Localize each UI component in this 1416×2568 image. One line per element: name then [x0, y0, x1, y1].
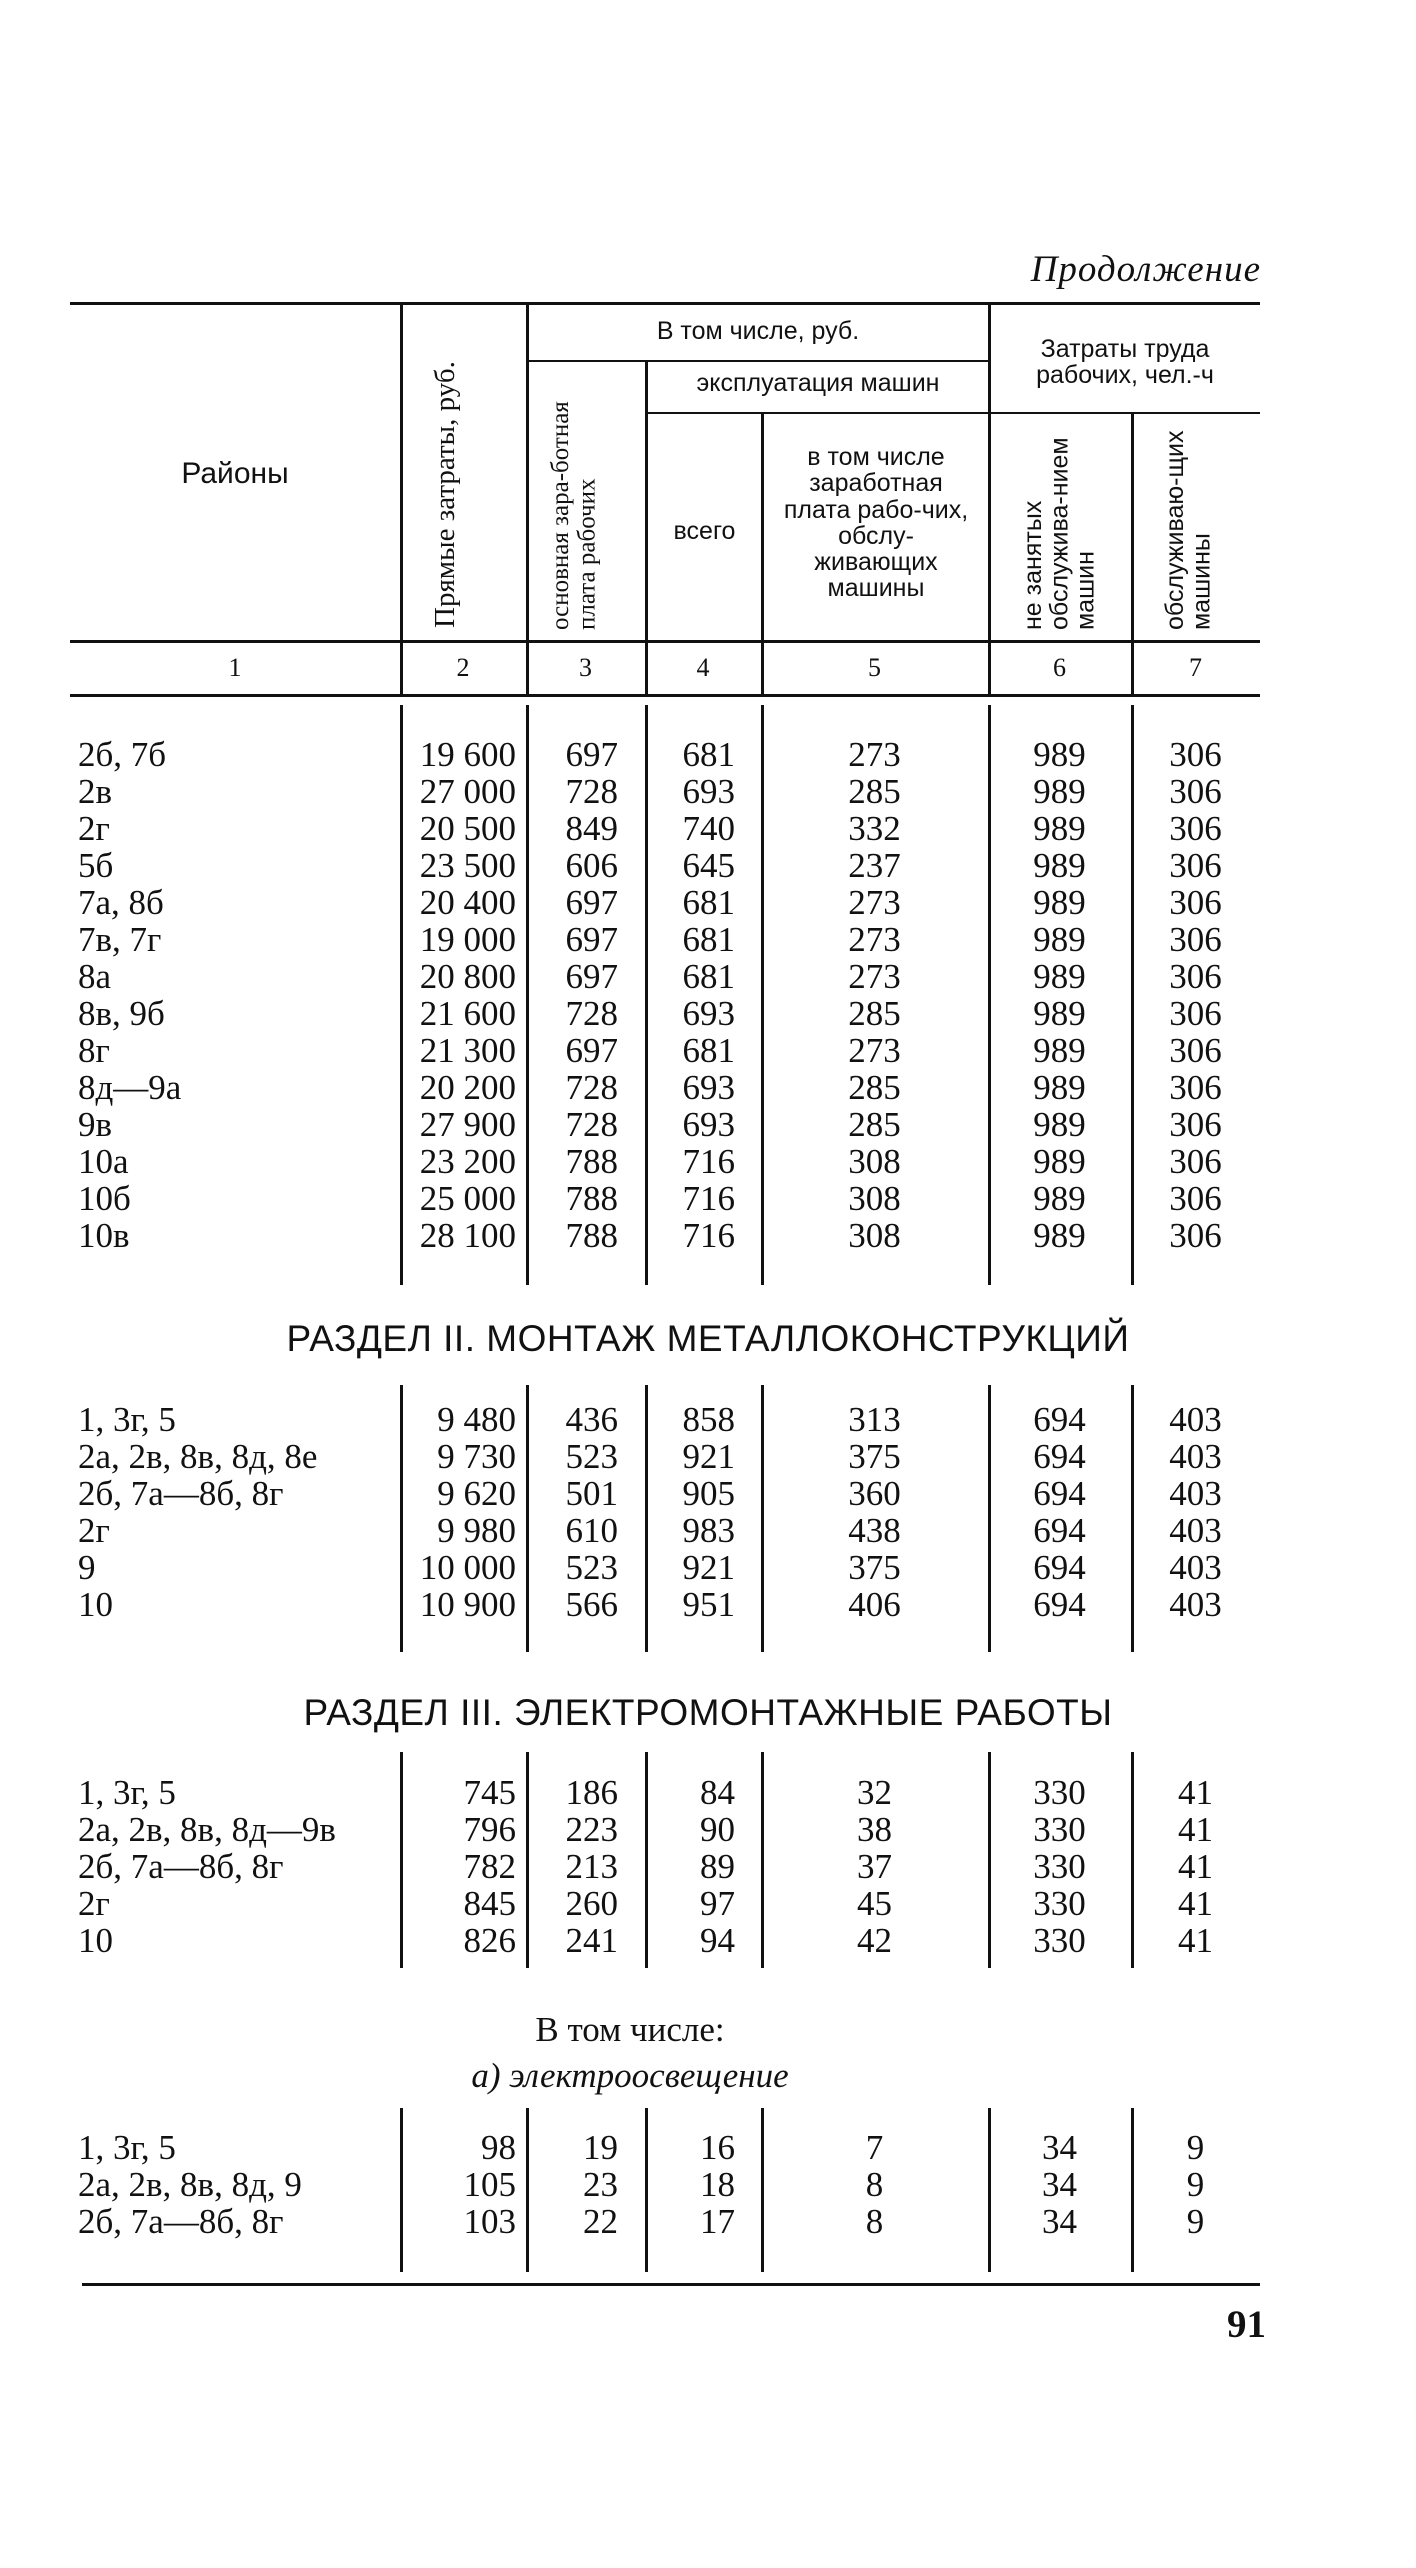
cell-direct-costs: 27 000: [419, 772, 516, 811]
cell-base-wage: 728: [565, 772, 618, 811]
cell-direct-costs: 796: [463, 1810, 516, 1849]
cell-machine-total: 94: [700, 1921, 735, 1960]
table-row: [0, 772, 1416, 809]
cell-machine-wage: 285: [848, 1068, 901, 1107]
cell-labor-not-machine: 989: [1033, 1142, 1086, 1181]
cell-district: 1, 3г, 5: [78, 2128, 176, 2167]
cell-base-wage: 19: [583, 2128, 618, 2167]
cell-district: 2в: [78, 772, 113, 811]
cell-labor-machine: 9: [1186, 2165, 1205, 2204]
cell-direct-costs: 745: [463, 1773, 516, 1812]
cell-base-wage: 697: [565, 957, 618, 996]
table-row: [0, 1437, 1416, 1474]
table-row: [0, 1105, 1416, 1142]
cell-district: 8а: [78, 957, 112, 996]
table-row: [0, 1511, 1416, 1548]
section2-title: РАЗДЕЛ II. МОНТАЖ МЕТАЛЛОКОНСТРУКЦИЙ: [286, 1318, 1130, 1359]
cell-base-wage: 241: [565, 1921, 618, 1960]
table-row: [0, 1847, 1416, 1884]
cell-base-wage: 606: [565, 846, 618, 885]
table-row: [0, 1921, 1416, 1958]
cell-machine-total: 681: [682, 1031, 735, 1070]
cell-labor-machine: 306: [1169, 809, 1222, 848]
cell-machine-wage: 360: [848, 1474, 901, 1513]
colnum-7: 7: [1189, 653, 1202, 682]
header-rule-including: [528, 360, 988, 362]
table-row: [0, 1548, 1416, 1585]
cell-base-wage: 223: [565, 1810, 618, 1849]
cell-labor-not-machine: 989: [1033, 772, 1086, 811]
cell-district: 2б, 7а—8б, 8г: [78, 1474, 284, 1513]
cell-direct-costs: 20 800: [419, 957, 516, 996]
cell-labor-machine: 306: [1169, 957, 1222, 996]
continuation-label: Продолжение: [1030, 249, 1261, 290]
cell-labor-machine: 306: [1169, 1179, 1222, 1218]
cell-machine-wage: 32: [857, 1773, 892, 1812]
cell-base-wage: 849: [565, 809, 618, 848]
header-labor-costs: Затраты труда рабочих, чел.-ч: [1036, 335, 1214, 390]
cell-labor-machine: 306: [1169, 1216, 1222, 1255]
table-row: [0, 957, 1416, 994]
cell-base-wage: 697: [565, 883, 618, 922]
cell-labor-not-machine: 989: [1033, 809, 1086, 848]
cell-base-wage: 728: [565, 1068, 618, 1107]
header-bottom-rule: [70, 640, 1260, 643]
cell-direct-costs: 21 600: [419, 994, 516, 1033]
header-vline-6: [1131, 414, 1134, 694]
cell-base-wage: 186: [565, 1773, 618, 1812]
cell-machine-wage: 308: [848, 1179, 901, 1218]
cell-direct-costs: 20 500: [419, 809, 516, 848]
cell-labor-not-machine: 989: [1033, 1031, 1086, 1070]
table-row: [0, 1031, 1416, 1068]
cell-direct-costs: 27 900: [419, 1105, 516, 1144]
cell-labor-not-machine: 694: [1033, 1511, 1086, 1550]
header-machine-serving: обслуживаю-щих машины: [1161, 430, 1216, 630]
table-row: [0, 735, 1416, 772]
cell-machine-wage: 8: [865, 2202, 884, 2241]
cell-machine-wage: 313: [848, 1400, 901, 1439]
cell-direct-costs: 826: [463, 1921, 516, 1960]
header-vline-4: [761, 414, 764, 694]
header-total: всего: [673, 517, 736, 545]
header-direct-costs: Прямые затраты, руб.: [429, 361, 461, 628]
cell-direct-costs: 10 900: [419, 1585, 516, 1624]
cell-labor-machine: 306: [1169, 1105, 1222, 1144]
cell-labor-not-machine: 330: [1033, 1773, 1086, 1812]
cell-labor-machine: 41: [1178, 1847, 1213, 1886]
header-including-rub: В том числе, руб.: [656, 317, 860, 345]
cell-labor-machine: 41: [1178, 1810, 1213, 1849]
cell-base-wage: 697: [565, 735, 618, 774]
colnum-3: 3: [579, 653, 592, 682]
cell-machine-wage: 375: [848, 1437, 901, 1476]
cell-machine-total: 89: [700, 1847, 735, 1886]
cell-machine-wage: 438: [848, 1511, 901, 1550]
cell-machine-total: 693: [682, 994, 735, 1033]
table-row: [0, 1474, 1416, 1511]
cell-machine-wage: 332: [848, 809, 901, 848]
cell-district: 2г: [78, 1511, 110, 1550]
cell-labor-machine: 9: [1186, 2128, 1205, 2167]
cell-machine-wage: 38: [857, 1810, 892, 1849]
cell-labor-machine: 306: [1169, 883, 1222, 922]
table-row: [0, 1068, 1416, 1105]
cell-machine-total: 740: [682, 809, 735, 848]
table-row: [0, 1179, 1416, 1216]
cell-labor-not-machine: 989: [1033, 920, 1086, 959]
cell-district: 8д—9а: [78, 1068, 182, 1107]
cell-labor-not-machine: 330: [1033, 1921, 1086, 1960]
cell-machine-total: 17: [700, 2202, 735, 2241]
header-vline-2: [526, 305, 529, 694]
cell-direct-costs: 9 730: [437, 1437, 516, 1476]
cell-machine-wage: 273: [848, 920, 901, 959]
cell-base-wage: 566: [565, 1585, 618, 1624]
cell-base-wage: 788: [565, 1142, 618, 1181]
cell-machine-total: 18: [700, 2165, 735, 2204]
cell-base-wage: 728: [565, 1105, 618, 1144]
table-row: [0, 994, 1416, 1031]
cell-labor-not-machine: 330: [1033, 1810, 1086, 1849]
cell-direct-costs: 21 300: [419, 1031, 516, 1070]
cell-labor-not-machine: 989: [1033, 1216, 1086, 1255]
cell-direct-costs: 20 400: [419, 883, 516, 922]
cell-machine-total: 921: [682, 1437, 735, 1476]
cell-base-wage: 436: [565, 1400, 618, 1439]
colnum-2: 2: [456, 653, 470, 682]
cell-machine-wage: 273: [848, 957, 901, 996]
table-row: [0, 1400, 1416, 1437]
cell-machine-total: 681: [682, 883, 735, 922]
cell-labor-machine: 403: [1169, 1474, 1222, 1513]
header-machine-operation: эксплуатация машин: [696, 369, 940, 397]
cell-labor-not-machine: 989: [1033, 957, 1086, 996]
cell-labor-machine: 306: [1169, 1068, 1222, 1107]
cell-labor-machine: 41: [1178, 1921, 1213, 1960]
cell-machine-wage: 285: [848, 1105, 901, 1144]
cell-machine-total: 905: [682, 1474, 735, 1513]
cell-base-wage: 610: [565, 1511, 618, 1550]
header-incl-wage: в том числе заработная плата рабо-чих, обслу-живающих машины: [783, 443, 969, 603]
section3-title: РАЗДЕЛ III. ЭЛЕКТРОМОНТАЖНЫЕ РАБОТЫ: [303, 1692, 1113, 1733]
cell-machine-total: 716: [682, 1216, 735, 1255]
cell-labor-machine: 306: [1169, 735, 1222, 774]
table-row: [0, 1884, 1416, 1921]
cell-district: 2б, 7а—8б, 8г: [78, 1847, 284, 1886]
cell-base-wage: 697: [565, 920, 618, 959]
table-row: [0, 1810, 1416, 1847]
cell-labor-not-machine: 330: [1033, 1884, 1086, 1923]
table-row: [0, 846, 1416, 883]
table-row: [0, 2128, 1416, 2165]
cell-direct-costs: 28 100: [419, 1216, 516, 1255]
cell-labor-machine: 306: [1169, 772, 1222, 811]
table-row: [0, 920, 1416, 957]
cell-direct-costs: 105: [463, 2165, 516, 2204]
cell-base-wage: 22: [583, 2202, 618, 2241]
cell-district: 2а, 2в, 8в, 8д, 9: [78, 2165, 302, 2204]
cell-labor-machine: 41: [1178, 1773, 1213, 1812]
cell-machine-wage: 42: [857, 1921, 892, 1960]
cell-machine-wage: 273: [848, 883, 901, 922]
cell-district: 8г: [78, 1031, 110, 1070]
cell-district: 2а, 2в, 8в, 8д, 8е: [78, 1437, 318, 1476]
page-number: 91: [1227, 2303, 1266, 2346]
cell-direct-costs: 19 000: [419, 920, 516, 959]
cell-base-wage: 260: [565, 1884, 618, 1923]
cell-labor-not-machine: 34: [1042, 2202, 1077, 2241]
cell-machine-wage: 406: [848, 1585, 901, 1624]
cell-machine-total: 681: [682, 920, 735, 959]
cell-machine-total: 716: [682, 1142, 735, 1181]
cell-labor-not-machine: 330: [1033, 1847, 1086, 1886]
cell-labor-not-machine: 989: [1033, 883, 1086, 922]
cell-base-wage: 788: [565, 1216, 618, 1255]
cell-direct-costs: 9 620: [437, 1474, 516, 1513]
table-row: [0, 809, 1416, 846]
cell-labor-machine: 403: [1169, 1400, 1222, 1439]
cell-machine-total: 84: [700, 1773, 735, 1812]
cell-machine-wage: 308: [848, 1216, 901, 1255]
cell-district: 5б: [78, 846, 114, 885]
subsection-title: а) электроосвещение: [471, 2056, 789, 2095]
cell-base-wage: 788: [565, 1179, 618, 1218]
colnum-4: 4: [696, 653, 710, 682]
cell-district: 10: [78, 1585, 113, 1624]
header-rule-labor: [990, 412, 1260, 414]
cell-machine-total: 951: [682, 1585, 735, 1624]
cell-base-wage: 523: [565, 1548, 618, 1587]
cell-labor-not-machine: 989: [1033, 1105, 1086, 1144]
cell-base-wage: 501: [565, 1474, 618, 1513]
table-row: [0, 1773, 1416, 1810]
cell-machine-wage: 375: [848, 1548, 901, 1587]
cell-machine-total: 693: [682, 1105, 735, 1144]
cell-machine-total: 693: [682, 772, 735, 811]
cell-labor-not-machine: 989: [1033, 994, 1086, 1033]
cell-labor-not-machine: 989: [1033, 846, 1086, 885]
cell-direct-costs: 10 000: [419, 1548, 516, 1587]
cell-labor-machine: 403: [1169, 1511, 1222, 1550]
cell-machine-wage: 273: [848, 735, 901, 774]
cell-direct-costs: 9 980: [437, 1511, 516, 1550]
colnum-bottom-rule: [70, 694, 1260, 697]
cell-district: 9в: [78, 1105, 113, 1144]
table-row: [0, 883, 1416, 920]
cell-direct-costs: 25 000: [419, 1179, 516, 1218]
cell-machine-wage: 285: [848, 772, 901, 811]
cell-direct-costs: 103: [463, 2202, 516, 2241]
cell-machine-total: 16: [700, 2128, 735, 2167]
cell-district: 1, 3г, 5: [78, 1400, 176, 1439]
cell-district: 2б, 7б: [78, 735, 167, 774]
cell-labor-machine: 306: [1169, 1031, 1222, 1070]
cell-labor-not-machine: 694: [1033, 1548, 1086, 1587]
header-base-wage: основная зара-ботная плата рабочих: [547, 401, 601, 630]
cell-district: 8в, 9б: [78, 994, 165, 1033]
cell-machine-wage: 237: [848, 846, 901, 885]
cell-direct-costs: 782: [463, 1847, 516, 1886]
cell-direct-costs: 9 480: [437, 1400, 516, 1439]
cell-machine-wage: 8: [865, 2165, 884, 2204]
cell-district: 10в: [78, 1216, 130, 1255]
cell-machine-total: 716: [682, 1179, 735, 1218]
cell-district: 2а, 2в, 8в, 8д—9в: [78, 1810, 336, 1849]
header-vline-1: [400, 305, 403, 694]
cell-district: 10б: [78, 1179, 131, 1218]
cell-machine-total: 645: [682, 846, 735, 885]
cell-direct-costs: 23 200: [419, 1142, 516, 1181]
cell-machine-total: 681: [682, 957, 735, 996]
cell-base-wage: 697: [565, 1031, 618, 1070]
cell-machine-wage: 37: [857, 1847, 892, 1886]
cell-labor-machine: 403: [1169, 1437, 1222, 1476]
cell-labor-not-machine: 989: [1033, 1068, 1086, 1107]
cell-labor-machine: 403: [1169, 1548, 1222, 1587]
table-top-rule: [70, 302, 1260, 305]
cell-labor-machine: 41: [1178, 1884, 1213, 1923]
cell-labor-machine: 306: [1169, 846, 1222, 885]
cell-district: 1, 3г, 5: [78, 1773, 176, 1812]
cell-labor-not-machine: 694: [1033, 1437, 1086, 1476]
cell-labor-not-machine: 34: [1042, 2128, 1077, 2167]
cell-machine-total: 983: [682, 1511, 735, 1550]
cell-labor-not-machine: 989: [1033, 735, 1086, 774]
cell-direct-costs: 845: [463, 1884, 516, 1923]
cell-direct-costs: 19 600: [419, 735, 516, 774]
cell-labor-not-machine: 694: [1033, 1585, 1086, 1624]
cell-district: 2б, 7а—8б, 8г: [78, 2202, 284, 2241]
table-row: [0, 1142, 1416, 1179]
cell-machine-total: 858: [682, 1400, 735, 1439]
cell-machine-wage: 285: [848, 994, 901, 1033]
cell-machine-total: 681: [682, 735, 735, 774]
cell-labor-not-machine: 694: [1033, 1400, 1086, 1439]
cell-labor-machine: 306: [1169, 920, 1222, 959]
including-label: В том числе:: [535, 2010, 725, 2049]
cell-base-wage: 213: [565, 1847, 618, 1886]
cell-base-wage: 23: [583, 2165, 618, 2204]
cell-labor-machine: 306: [1169, 1142, 1222, 1181]
colnum-5: 5: [868, 653, 881, 682]
cell-district: 7в, 7г: [78, 920, 162, 959]
cell-district: 9: [78, 1548, 96, 1587]
cell-machine-wage: 273: [848, 1031, 901, 1070]
table-row: [0, 2202, 1416, 2239]
cell-machine-total: 90: [700, 1810, 735, 1849]
cell-direct-costs: 20 200: [419, 1068, 516, 1107]
cell-district: 10: [78, 1921, 113, 1960]
cell-district: 10а: [78, 1142, 129, 1181]
cell-machine-wage: 45: [857, 1884, 892, 1923]
colnum-6: 6: [1053, 653, 1066, 682]
cell-machine-wage: 308: [848, 1142, 901, 1181]
cell-base-wage: 728: [565, 994, 618, 1033]
cell-labor-not-machine: 694: [1033, 1474, 1086, 1513]
cell-direct-costs: 98: [481, 2128, 516, 2167]
cell-labor-machine: 9: [1186, 2202, 1205, 2241]
cell-machine-total: 97: [700, 1884, 735, 1923]
cell-machine-total: 693: [682, 1068, 735, 1107]
table-row: [0, 1585, 1416, 1622]
colnum-1: 1: [228, 653, 242, 682]
header-districts: Районы: [181, 457, 289, 490]
cell-machine-wage: 7: [865, 2128, 884, 2167]
cell-district: 7а, 8б: [78, 883, 164, 922]
cell-district: 2г: [78, 1884, 110, 1923]
cell-labor-machine: 306: [1169, 994, 1222, 1033]
cell-labor-not-machine: 989: [1033, 1179, 1086, 1218]
cell-district: 2г: [78, 809, 110, 848]
header-not-machine: не занятых обслужива-нием машин: [1019, 437, 1100, 630]
table-row: [0, 2165, 1416, 2202]
table-bottom-rule: [82, 2283, 1260, 2286]
cell-base-wage: 523: [565, 1437, 618, 1476]
cell-labor-machine: 403: [1169, 1585, 1222, 1624]
cell-labor-not-machine: 34: [1042, 2165, 1077, 2204]
table-row: [0, 1216, 1416, 1253]
header-rule-machines: [648, 412, 988, 414]
cell-direct-costs: 23 500: [419, 846, 516, 885]
cell-machine-total: 921: [682, 1548, 735, 1587]
